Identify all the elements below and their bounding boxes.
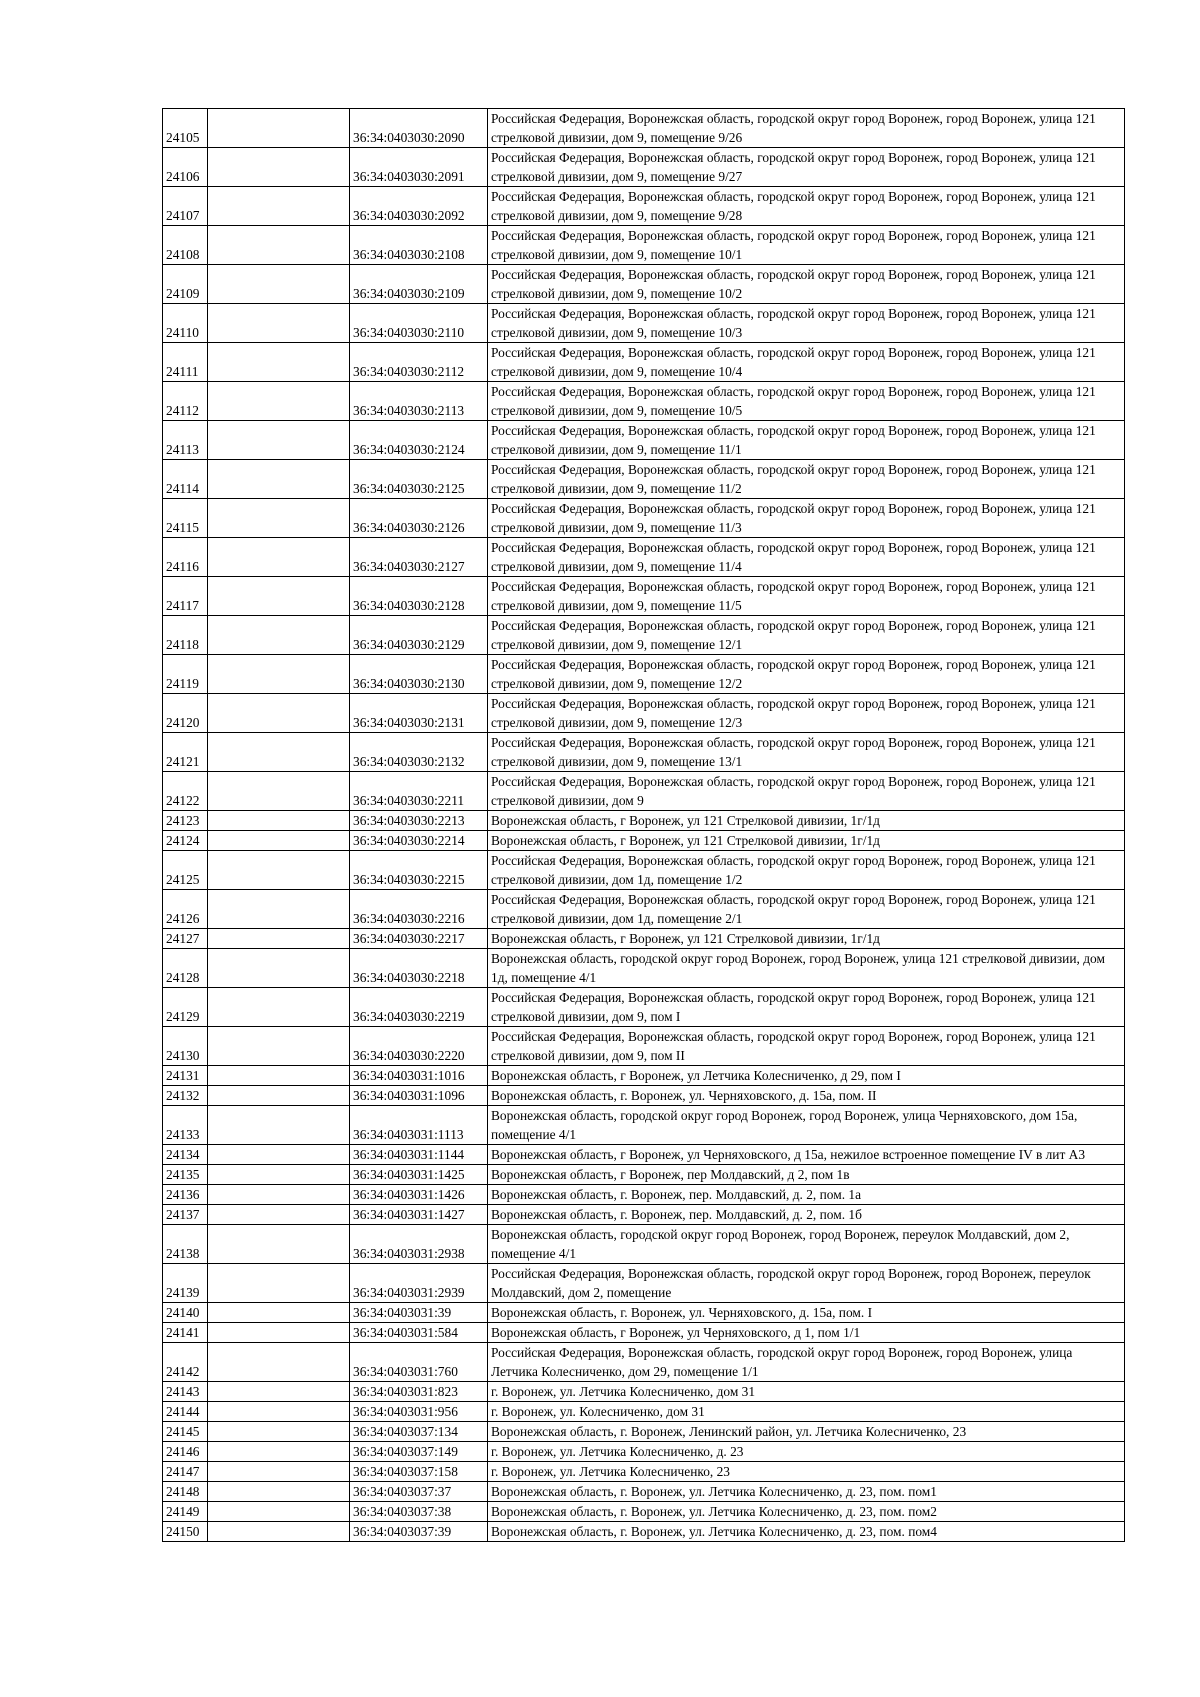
table-row	[163, 343, 1125, 382]
cadastral-number-cell: 36:34:0403030:2218	[350, 949, 488, 988]
cadastral-number-cell: 36:34:0403030:2131	[350, 694, 488, 733]
table-row	[163, 1225, 1125, 1264]
empty-cell	[208, 694, 350, 733]
empty-cell	[208, 382, 350, 421]
cadastral-number-cell: 36:34:0403031:1113	[350, 1106, 488, 1145]
row-number-cell: 24106	[163, 148, 208, 187]
empty-cell	[208, 421, 350, 460]
row-number-cell: 24149	[163, 1502, 208, 1522]
table-row	[163, 694, 1125, 733]
address-cell: Российская Федерация, Воронежская область, городской округ город Воронеж, город Воронеж, улица 121 стрелковой дивизии, дом 9, помещение 11/2	[488, 460, 1125, 499]
table-row	[163, 1205, 1125, 1225]
address-cell: г. Воронеж, ул. Колесниченко, дом 31	[488, 1402, 1125, 1422]
cadastral-number-cell: 36:34:0403037:38	[350, 1502, 488, 1522]
row-number-cell: 24117	[163, 577, 208, 616]
address-cell: Воронежская область, г Воронеж, ул 121 Стрелковой дивизии, 1г/1д	[488, 831, 1125, 851]
empty-cell	[208, 1205, 350, 1225]
cadastral-number-cell: 36:34:0403031:39	[350, 1303, 488, 1323]
address-cell: Российская Федерация, Воронежская область, городской округ город Воронеж, город Воронеж, улица Летчика Колесниченко, дом 29, помещение 1/1	[488, 1343, 1125, 1382]
row-number-cell: 24143	[163, 1382, 208, 1402]
empty-cell	[208, 1264, 350, 1303]
cadastral-number-cell: 36:34:0403030:2217	[350, 929, 488, 949]
cadastral-number-cell: 36:34:0403030:2132	[350, 733, 488, 772]
table-row	[163, 655, 1125, 694]
address-cell: Российская Федерация, Воронежская область, городской округ город Воронеж, город Воронеж, улица 121 стрелковой дивизии, дом 9, помещение 11/4	[488, 538, 1125, 577]
cadastral-number-cell: 36:34:0403030:2130	[350, 655, 488, 694]
table-row	[163, 851, 1125, 890]
empty-cell	[208, 499, 350, 538]
empty-cell	[208, 460, 350, 499]
row-number-cell: 24114	[163, 460, 208, 499]
table-row	[163, 1482, 1125, 1502]
empty-cell	[208, 851, 350, 890]
address-cell: Воронежская область, городской округ город Воронеж, город Воронеж, переулок Молдавский, дом 2, помещение 4/1	[488, 1225, 1125, 1264]
row-number-cell: 24145	[163, 1422, 208, 1442]
empty-cell	[208, 226, 350, 265]
row-number-cell: 24129	[163, 988, 208, 1027]
row-number-cell: 24112	[163, 382, 208, 421]
address-cell: Воронежская область, г Воронеж, ул 121 Стрелковой дивизии, 1г/1д	[488, 811, 1125, 831]
address-cell: Российская Федерация, Воронежская область, городской округ город Воронеж, город Воронеж, улица 121 стрелковой дивизии, дом 9, помещение 10/5	[488, 382, 1125, 421]
address-cell: Российская Федерация, Воронежская область, городской округ город Воронеж, город Воронеж, улица 121 стрелковой дивизии, дом 9, помещение 10/3	[488, 304, 1125, 343]
empty-cell	[208, 988, 350, 1027]
row-number-cell: 24121	[163, 733, 208, 772]
table-row	[163, 1442, 1125, 1462]
cadastral-number-cell: 36:34:0403030:2213	[350, 811, 488, 831]
empty-cell	[208, 929, 350, 949]
cadastral-number-cell: 36:34:0403030:2112	[350, 343, 488, 382]
table-row	[163, 538, 1125, 577]
empty-cell	[208, 1086, 350, 1106]
empty-cell	[208, 1323, 350, 1343]
row-number-cell: 24139	[163, 1264, 208, 1303]
table-row	[163, 1086, 1125, 1106]
cadastral-number-cell: 36:34:0403031:2938	[350, 1225, 488, 1264]
table-row	[163, 187, 1125, 226]
cadastral-number-cell: 36:34:0403031:823	[350, 1382, 488, 1402]
empty-cell	[208, 538, 350, 577]
address-cell: Российская Федерация, Воронежская область, городской округ город Воронеж, город Воронеж, улица 121 стрелковой дивизии, дом 9	[488, 772, 1125, 811]
table-row	[163, 226, 1125, 265]
address-cell: Воронежская область, г. Воронеж, Ленинский район, ул. Летчика Колесниченко, 23	[488, 1422, 1125, 1442]
address-cell: Воронежская область, г Воронеж, ул 121 Стрелковой дивизии, 1г/1д	[488, 929, 1125, 949]
address-cell: Воронежская область, городской округ город Воронеж, город Воронеж, улица Черняховского, дом 15а, помещение 4/1	[488, 1106, 1125, 1145]
row-number-cell: 24118	[163, 616, 208, 655]
row-number-cell: 24119	[163, 655, 208, 694]
row-number-cell: 24131	[163, 1066, 208, 1086]
empty-cell	[208, 616, 350, 655]
row-number-cell: 24108	[163, 226, 208, 265]
address-cell: Российская Федерация, Воронежская область, городской округ город Воронеж, город Воронеж, улица 121 стрелковой дивизии, дом 9, помещение 11/1	[488, 421, 1125, 460]
cadastral-number-cell: 36:34:0403030:2124	[350, 421, 488, 460]
address-cell: г. Воронеж, ул. Летчика Колесниченко, д. 23	[488, 1442, 1125, 1462]
empty-cell	[208, 1165, 350, 1185]
table-row	[163, 499, 1125, 538]
empty-cell	[208, 265, 350, 304]
address-cell: Воронежская область, г Воронеж, ул Черняховского, д 15а, нежилое встроенное помещение IV в лит А3	[488, 1145, 1125, 1165]
cadastral-number-cell: 36:34:0403031:1426	[350, 1185, 488, 1205]
empty-cell	[208, 1225, 350, 1264]
address-cell: Воронежская область, г. Воронеж, ул. Летчика Колесниченко, д. 23, пом. пом4	[488, 1522, 1125, 1542]
table-row	[163, 1402, 1125, 1422]
cadastral-number-cell: 36:34:0403031:1016	[350, 1066, 488, 1086]
empty-cell	[208, 1462, 350, 1482]
empty-cell	[208, 1522, 350, 1542]
table-row	[163, 1502, 1125, 1522]
cadastral-number-cell: 36:34:0403030:2109	[350, 265, 488, 304]
address-cell: Российская Федерация, Воронежская область, городской округ город Воронеж, город Воронеж, улица 121 стрелковой дивизии, дом 9, помещение 9/28	[488, 187, 1125, 226]
row-number-cell: 24125	[163, 851, 208, 890]
address-cell: Воронежская область, г Воронеж, ул Летчика Колесниченко, д 29, пом I	[488, 1066, 1125, 1086]
registry-table	[162, 108, 1125, 1542]
empty-cell	[208, 1442, 350, 1462]
row-number-cell: 24124	[163, 831, 208, 851]
address-cell: Российская Федерация, Воронежская область, городской округ город Воронеж, город Воронеж, улица 121 стрелковой дивизии, дом 9, помещение 9/26	[488, 109, 1125, 148]
cadastral-number-cell: 36:34:0403031:1144	[350, 1145, 488, 1165]
empty-cell	[208, 1343, 350, 1382]
row-number-cell: 24146	[163, 1442, 208, 1462]
address-cell: Российская Федерация, Воронежская область, городской округ город Воронеж, город Воронеж, улица 121 стрелковой дивизии, дом 9, пом I	[488, 988, 1125, 1027]
cadastral-number-cell: 36:34:0403031:2939	[350, 1264, 488, 1303]
row-number-cell: 24127	[163, 929, 208, 949]
row-number-cell: 24134	[163, 1145, 208, 1165]
row-number-cell: 24138	[163, 1225, 208, 1264]
table-row	[163, 988, 1125, 1027]
cadastral-number-cell: 36:34:0403030:2110	[350, 304, 488, 343]
address-cell: Российская Федерация, Воронежская область, городской округ город Воронеж, город Воронеж, улица 121 стрелковой дивизии, дом 9, помещение 13/1	[488, 733, 1125, 772]
address-cell: Российская Федерация, Воронежская область, городской округ город Воронеж, город Воронеж, улица 121 стрелковой дивизии, дом 1д, помещение 1/2	[488, 851, 1125, 890]
address-cell: Российская Федерация, Воронежская область, городской округ город Воронеж, город Воронеж, улица 121 стрелковой дивизии, дом 9, помещение 12/1	[488, 616, 1125, 655]
table-row	[163, 1165, 1125, 1185]
row-number-cell: 24122	[163, 772, 208, 811]
empty-cell	[208, 831, 350, 851]
empty-cell	[208, 1027, 350, 1066]
row-number-cell: 24135	[163, 1165, 208, 1185]
address-cell: Российская Федерация, Воронежская область, городской округ город Воронеж, город Воронеж, улица 121 стрелковой дивизии, дом 9, помещение 11/3	[488, 499, 1125, 538]
table-row	[163, 1027, 1125, 1066]
empty-cell	[208, 1482, 350, 1502]
row-number-cell: 24137	[163, 1205, 208, 1225]
empty-cell	[208, 1145, 350, 1165]
table-row	[163, 949, 1125, 988]
table-row	[163, 1185, 1125, 1205]
address-cell: Воронежская область, г. Воронеж, ул. Черняховского, д. 15а, пом. II	[488, 1086, 1125, 1106]
table-row	[163, 1145, 1125, 1165]
cadastral-number-cell: 36:34:0403037:134	[350, 1422, 488, 1442]
table-row	[163, 616, 1125, 655]
table-row	[163, 831, 1125, 851]
cadastral-number-cell: 36:34:0403037:149	[350, 1442, 488, 1462]
row-number-cell: 24150	[163, 1522, 208, 1542]
table-row	[163, 382, 1125, 421]
table-row	[163, 1323, 1125, 1343]
cadastral-number-cell: 36:34:0403037:37	[350, 1482, 488, 1502]
address-cell: Воронежская область, городской округ город Воронеж, город Воронеж, улица 121 стрелковой дивизии, дом 1д, помещение 4/1	[488, 949, 1125, 988]
address-cell: Российская Федерация, Воронежская область, городской округ город Воронеж, город Воронеж, улица 121 стрелковой дивизии, дом 9, помещение 10/1	[488, 226, 1125, 265]
empty-cell	[208, 1106, 350, 1145]
row-number-cell: 24111	[163, 343, 208, 382]
table-row	[163, 1303, 1125, 1323]
cadastral-number-cell: 36:34:0403030:2216	[350, 890, 488, 929]
cadastral-number-cell: 36:34:0403030:2214	[350, 831, 488, 851]
empty-cell	[208, 733, 350, 772]
empty-cell	[208, 1422, 350, 1442]
row-number-cell: 24116	[163, 538, 208, 577]
address-cell: Российская Федерация, Воронежская область, городской округ город Воронеж, город Воронеж, переулок Молдавский, дом 2, помещение	[488, 1264, 1125, 1303]
row-number-cell: 24148	[163, 1482, 208, 1502]
cadastral-number-cell: 36:34:0403030:2090	[350, 109, 488, 148]
cadastral-number-cell: 36:34:0403030:2108	[350, 226, 488, 265]
empty-cell	[208, 1303, 350, 1323]
cadastral-number-cell: 36:34:0403031:1096	[350, 1086, 488, 1106]
empty-cell	[208, 187, 350, 226]
empty-cell	[208, 304, 350, 343]
cadastral-number-cell: 36:34:0403030:2128	[350, 577, 488, 616]
empty-cell	[208, 1402, 350, 1422]
table-row	[163, 265, 1125, 304]
cadastral-number-cell: 36:34:0403030:2113	[350, 382, 488, 421]
address-cell: г. Воронеж, ул. Летчика Колесниченко, дом 31	[488, 1382, 1125, 1402]
cadastral-number-cell: 36:34:0403030:2127	[350, 538, 488, 577]
empty-cell	[208, 148, 350, 187]
row-number-cell: 24120	[163, 694, 208, 733]
row-number-cell: 24126	[163, 890, 208, 929]
row-number-cell: 24133	[163, 1106, 208, 1145]
row-number-cell: 24136	[163, 1185, 208, 1205]
table-row	[163, 1522, 1125, 1542]
cadastral-number-cell: 36:34:0403030:2126	[350, 499, 488, 538]
cadastral-number-cell: 36:34:0403037:158	[350, 1462, 488, 1482]
cadastral-number-cell: 36:34:0403030:2220	[350, 1027, 488, 1066]
address-cell: г. Воронеж, ул. Летчика Колесниченко, 23	[488, 1462, 1125, 1482]
address-cell: Воронежская область, г. Воронеж, пер. Молдавский, д. 2, пом. 1а	[488, 1185, 1125, 1205]
row-number-cell: 24140	[163, 1303, 208, 1323]
address-cell: Российская Федерация, Воронежская область, городской округ город Воронеж, город Воронеж, улица 121 стрелковой дивизии, дом 9, помещение 10/4	[488, 343, 1125, 382]
address-cell: Российская Федерация, Воронежская область, городской округ город Воронеж, город Воронеж, улица 121 стрелковой дивизии, дом 9, помещение 12/3	[488, 694, 1125, 733]
empty-cell	[208, 109, 350, 148]
address-cell: Воронежская область, г. Воронеж, ул. Черняховского, д. 15а, пом. I	[488, 1303, 1125, 1323]
table-row	[163, 577, 1125, 616]
row-number-cell: 24107	[163, 187, 208, 226]
table-row	[163, 421, 1125, 460]
table-row	[163, 148, 1125, 187]
empty-cell	[208, 890, 350, 929]
address-cell: Российская Федерация, Воронежская область, городской округ город Воронеж, город Воронеж, улица 121 стрелковой дивизии, дом 9, помещение 11/5	[488, 577, 1125, 616]
cadastral-number-cell: 36:34:0403031:1425	[350, 1165, 488, 1185]
address-cell: Российская Федерация, Воронежская область, городской округ город Воронеж, город Воронеж, улица 121 стрелковой дивизии, дом 9, помещение 9/27	[488, 148, 1125, 187]
address-cell: Воронежская область, г Воронеж, пер Молдавский, д 2, пом 1в	[488, 1165, 1125, 1185]
cadastral-number-cell: 36:34:0403030:2092	[350, 187, 488, 226]
table-row	[163, 733, 1125, 772]
row-number-cell: 24128	[163, 949, 208, 988]
table-row	[163, 460, 1125, 499]
row-number-cell: 24144	[163, 1402, 208, 1422]
table-row	[163, 1264, 1125, 1303]
cadastral-number-cell: 36:34:0403030:2219	[350, 988, 488, 1027]
table-row	[163, 1462, 1125, 1482]
table-row	[163, 304, 1125, 343]
empty-cell	[208, 949, 350, 988]
empty-cell	[208, 1066, 350, 1086]
row-number-cell: 24110	[163, 304, 208, 343]
cadastral-number-cell: 36:34:0403030:2211	[350, 772, 488, 811]
table-row	[163, 1106, 1125, 1145]
address-cell: Воронежская область, г. Воронеж, пер. Молдавский, д. 2, пом. 1б	[488, 1205, 1125, 1225]
table-row	[163, 1422, 1125, 1442]
table-row	[163, 772, 1125, 811]
registry-table-body	[163, 109, 1125, 1542]
empty-cell	[208, 811, 350, 831]
cadastral-number-cell: 36:34:0403030:2129	[350, 616, 488, 655]
empty-cell	[208, 772, 350, 811]
row-number-cell: 24123	[163, 811, 208, 831]
address-cell: Российская Федерация, Воронежская область, городской округ город Воронеж, город Воронеж, улица 121 стрелковой дивизии, дом 1д, помещение 2/1	[488, 890, 1125, 929]
table-row	[163, 890, 1125, 929]
cadastral-number-cell: 36:34:0403031:956	[350, 1402, 488, 1422]
cadastral-number-cell: 36:34:0403030:2091	[350, 148, 488, 187]
row-number-cell: 24105	[163, 109, 208, 148]
empty-cell	[208, 1185, 350, 1205]
empty-cell	[208, 655, 350, 694]
table-row	[163, 929, 1125, 949]
cadastral-number-cell: 36:34:0403031:584	[350, 1323, 488, 1343]
cadastral-number-cell: 36:34:0403031:1427	[350, 1205, 488, 1225]
row-number-cell: 24132	[163, 1086, 208, 1106]
empty-cell	[208, 1502, 350, 1522]
address-cell: Российская Федерация, Воронежская область, городской округ город Воронеж, город Воронеж, улица 121 стрелковой дивизии, дом 9, помещение 10/2	[488, 265, 1125, 304]
row-number-cell: 24115	[163, 499, 208, 538]
table-row	[163, 811, 1125, 831]
row-number-cell: 24130	[163, 1027, 208, 1066]
address-cell: Воронежская область, г. Воронеж, ул. Летчика Колесниченко, д. 23, пом. пом1	[488, 1482, 1125, 1502]
table-row	[163, 1343, 1125, 1382]
row-number-cell: 24142	[163, 1343, 208, 1382]
address-cell: Воронежская область, г. Воронеж, ул. Летчика Колесниченко, д. 23, пом. пом2	[488, 1502, 1125, 1522]
cadastral-number-cell: 36:34:0403037:39	[350, 1522, 488, 1542]
row-number-cell: 24113	[163, 421, 208, 460]
table-row	[163, 1066, 1125, 1086]
row-number-cell: 24141	[163, 1323, 208, 1343]
cadastral-number-cell: 36:34:0403030:2215	[350, 851, 488, 890]
row-number-cell: 24147	[163, 1462, 208, 1482]
empty-cell	[208, 577, 350, 616]
cadastral-number-cell: 36:34:0403030:2125	[350, 460, 488, 499]
empty-cell	[208, 343, 350, 382]
table-row	[163, 109, 1125, 148]
cadastral-number-cell: 36:34:0403031:760	[350, 1343, 488, 1382]
empty-cell	[208, 1382, 350, 1402]
address-cell: Российская Федерация, Воронежская область, городской округ город Воронеж, город Воронеж, улица 121 стрелковой дивизии, дом 9, помещение 12/2	[488, 655, 1125, 694]
address-cell: Воронежская область, г Воронеж, ул Черняховского, д 1, пом 1/1	[488, 1323, 1125, 1343]
row-number-cell: 24109	[163, 265, 208, 304]
address-cell: Российская Федерация, Воронежская область, городской округ город Воронеж, город Воронеж, улица 121 стрелковой дивизии, дом 9, пом II	[488, 1027, 1125, 1066]
table-row	[163, 1382, 1125, 1402]
